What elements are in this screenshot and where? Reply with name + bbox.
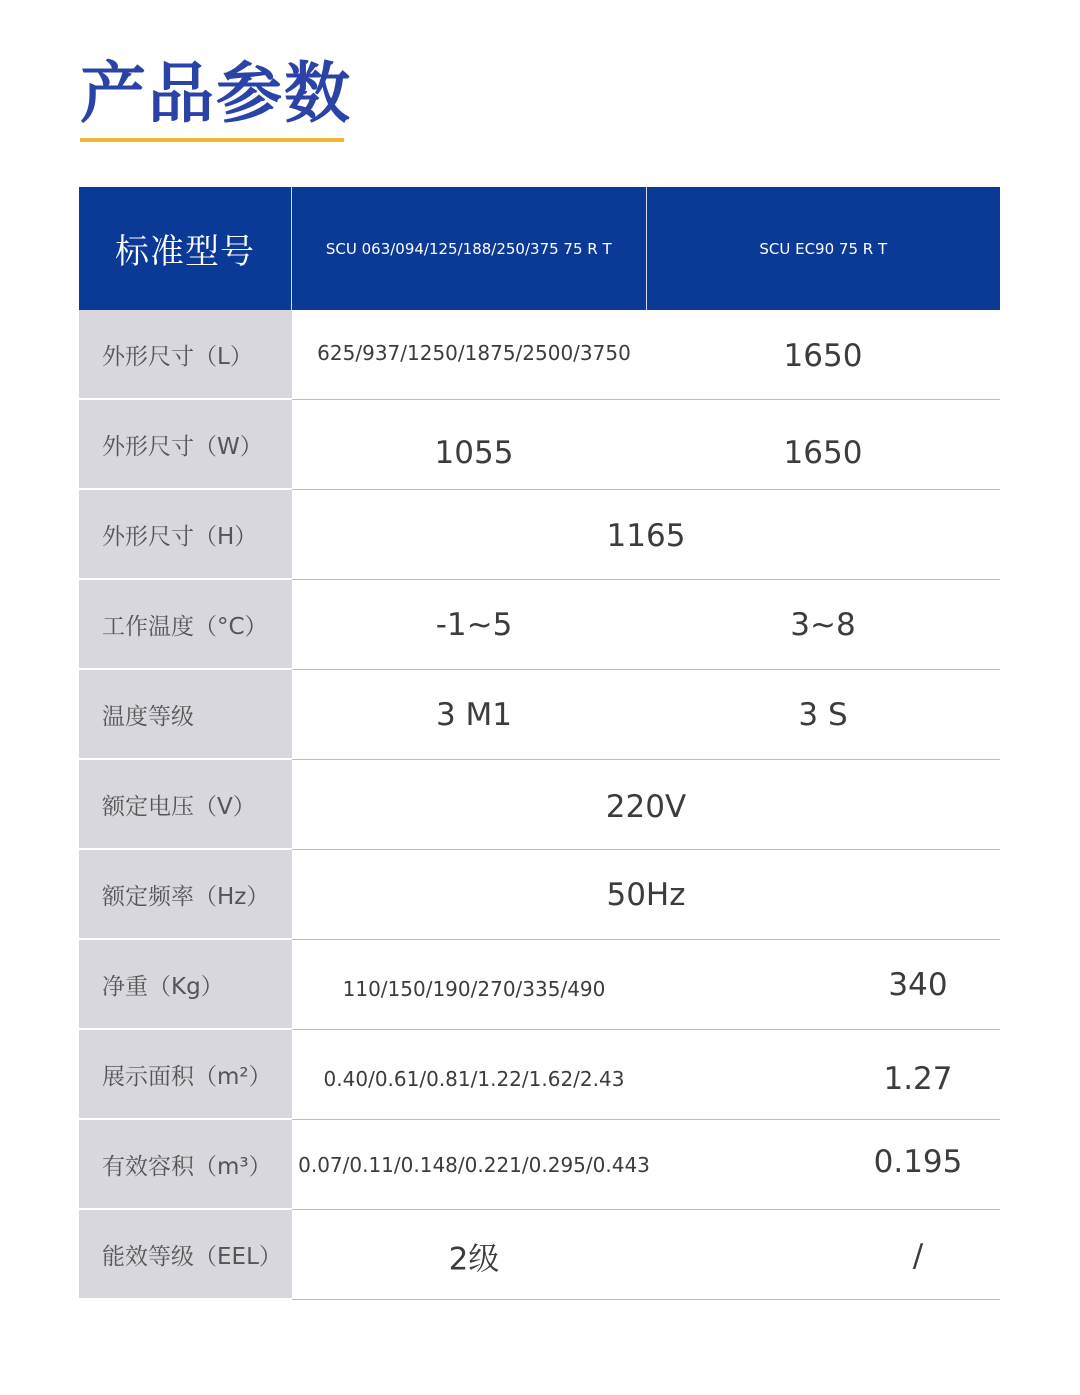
table-row <box>79 760 1000 850</box>
value-model-b: 1650 <box>783 435 863 471</box>
row-values <box>292 1120 1000 1210</box>
value-model-b: 1.27 <box>883 1061 953 1097</box>
value-model-a: 0.07/0.11/0.148/0.221/0.295/0.443 <box>298 1153 650 1177</box>
row-values <box>292 490 1000 580</box>
header-model-a: SCU 063/094/125/188/250/375 75 R T <box>292 187 647 310</box>
value-merged: 50Hz <box>606 877 686 913</box>
header-label-standard-model: 标准型号 <box>79 187 292 310</box>
row-label: 额定电压（V） <box>79 760 292 850</box>
table-row <box>79 400 1000 490</box>
row-values <box>292 670 1000 760</box>
row-label: 外形尺寸（H） <box>79 490 292 580</box>
value-merged: 220V <box>605 789 687 825</box>
value-model-a: 2级 <box>448 1241 500 1278</box>
row-values <box>292 310 1000 400</box>
table-row <box>79 1120 1000 1210</box>
value-model-a: 0.40/0.61/0.81/1.22/1.62/2.43 <box>323 1067 625 1091</box>
page-title: 产品参数 <box>80 55 352 132</box>
row-label: 净重（Kg） <box>79 940 292 1030</box>
value-model-a: 110/150/190/270/335/490 <box>342 977 606 1001</box>
value-model-a: 625/937/1250/1875/2500/3750 <box>317 341 631 365</box>
row-label: 温度等级 <box>79 670 292 760</box>
value-model-a: 1055 <box>434 435 514 471</box>
table-row <box>79 940 1000 1030</box>
row-label: 展示面积（m²） <box>79 1030 292 1120</box>
row-values <box>292 940 1000 1030</box>
row-label: 外形尺寸（L） <box>79 310 292 400</box>
table-row <box>79 670 1000 760</box>
row-values <box>292 400 1000 490</box>
row-values <box>292 1030 1000 1120</box>
table-row <box>79 850 1000 940</box>
value-model-b: / <box>912 1238 924 1274</box>
table-header-row <box>79 187 1000 310</box>
row-values <box>292 1210 1000 1300</box>
table-row <box>79 490 1000 580</box>
table-row <box>79 1030 1000 1120</box>
row-label: 工作温度（°C） <box>79 580 292 670</box>
header-model-b: SCU EC90 75 R T <box>759 239 888 258</box>
value-model-b: 3~8 <box>790 607 856 643</box>
value-model-b: 3 S <box>798 697 848 733</box>
value-merged: 1165 <box>606 518 686 554</box>
title-underline <box>80 138 344 142</box>
row-label: 外形尺寸（W） <box>79 400 292 490</box>
value-model-a: -1~5 <box>435 607 513 643</box>
value-model-b: 1650 <box>783 338 863 374</box>
table-row <box>79 1210 1000 1300</box>
row-label: 能效等级（EEL） <box>79 1210 292 1300</box>
row-values <box>292 580 1000 670</box>
value-model-b: 340 <box>888 967 948 1003</box>
row-label: 有效容积（m³） <box>79 1120 292 1210</box>
row-label: 额定频率（Hz） <box>79 850 292 940</box>
row-values <box>292 760 1000 850</box>
row-values <box>292 850 1000 940</box>
table-row <box>79 580 1000 670</box>
value-model-b: 0.195 <box>873 1144 963 1180</box>
spec-table <box>79 187 1000 1300</box>
table-row <box>79 310 1000 400</box>
value-model-a: 3 M1 <box>435 697 513 733</box>
